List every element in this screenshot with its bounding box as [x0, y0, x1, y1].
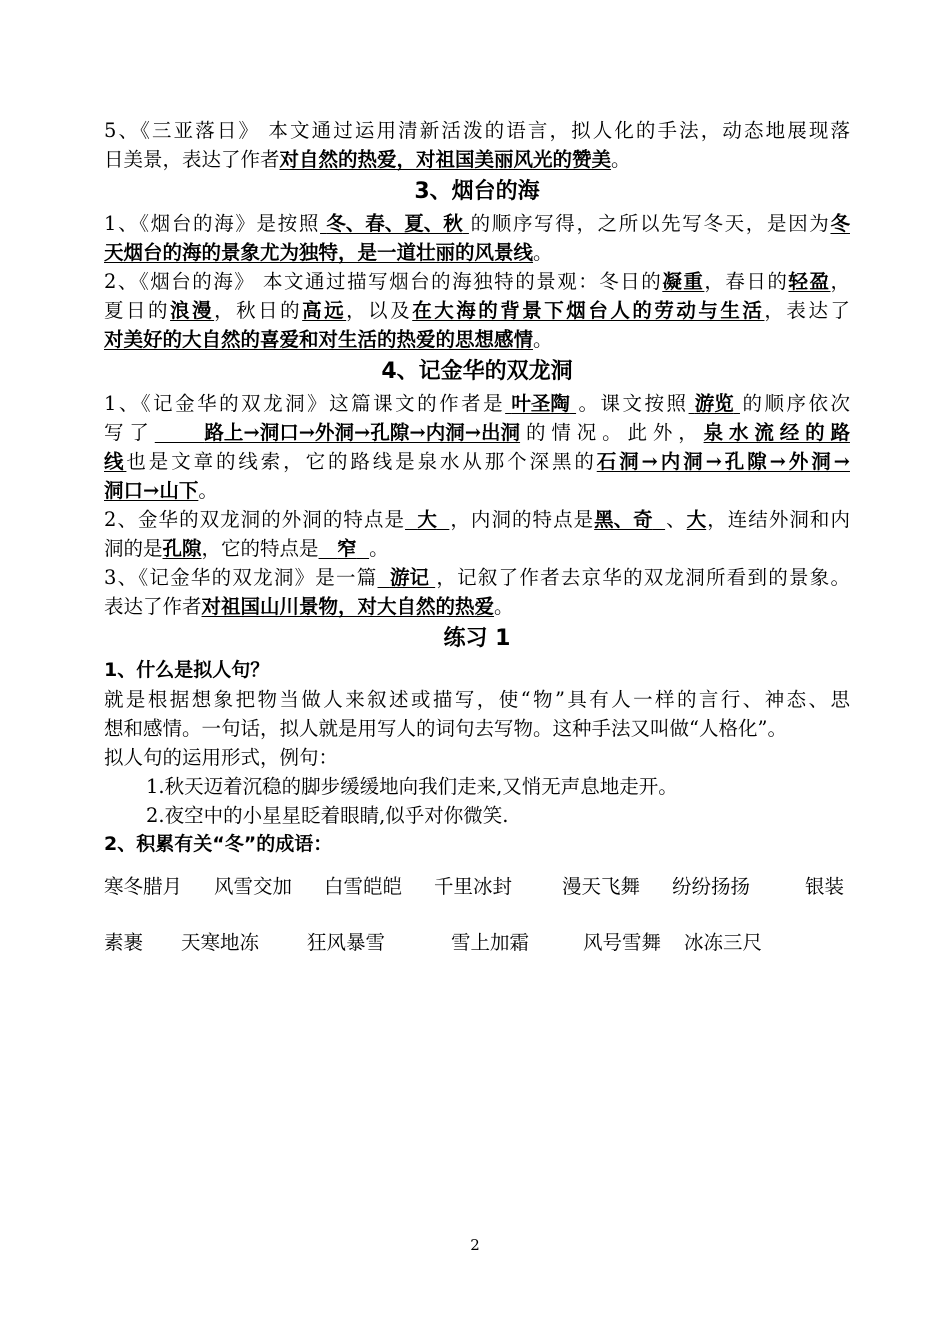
idiom: 风雪交加 — [214, 875, 293, 898]
idioms-row-2 — [104, 915, 850, 971]
idiom: 银装 — [805, 875, 845, 898]
idiom: 狂风暴雪 — [307, 931, 386, 954]
shuanglong-q3-line-2: 表达了作者对祖国山川景物，对大自然的热爱。 — [104, 595, 514, 618]
document-page — [104, 116, 850, 971]
section-title-shuanglong: 4、记金华的双龙洞 — [381, 359, 573, 384]
answer-winter-reason: 天烟台的海的景象尤为独特，是一道壮丽的风景线 — [104, 241, 534, 264]
example-sentence-2: 2.夜空中的小星星眨着眼睛,似乎对你微笑. — [146, 804, 509, 827]
idioms-row-1 — [104, 859, 850, 915]
idiom: 千里冰封 — [434, 875, 513, 898]
answer-genre: 游记 — [389, 566, 429, 589]
answer-season-order: 冬、春、夏、秋 — [326, 212, 463, 235]
shuanglong-q1-line-3: 线也是文章的线索，它的路线是泉水从那个深黑的石洞→内洞→孔隙→外洞→ — [104, 450, 850, 473]
yantai-q1-line-1: 1、《烟台的海》是按照 冬、春、夏、秋 的顺序写得，之所以先写冬天，是因为冬 — [104, 212, 850, 235]
yantai-q2-line-1: 2、《烟台的海》 本文通过描写烟台的海独特的景观：冬日的凝重，春日的轻盈， — [104, 270, 850, 293]
exercise-question-1: 1、什么是拟人句？ — [104, 659, 270, 681]
shuanglong-q1-line-1: 1、《记金华的双龙洞》这篇课文的作者是 叶圣陶 。课文按照 游览 的顺序依次 — [104, 392, 850, 415]
answer-sanya: 对自然的热爱，对祖国美丽风光的赞美 — [279, 148, 612, 171]
sanya-line-1: 5、《三亚落日》 本文通过运用清新活泼的语言，拟人化的手法，动态地展现落 — [104, 119, 850, 142]
idiom: 寒冬腊月 — [104, 875, 183, 898]
page-number: 2 — [470, 1236, 480, 1254]
exercise-question-2: 2、积累有关“冬”的成语： — [104, 833, 333, 855]
answer-author: 叶圣陶 — [511, 392, 570, 415]
section-title-yantai: 3、烟台的海 — [414, 179, 540, 204]
idiom: 冰冻三尺 — [684, 931, 763, 954]
shuanglong-q3-line-1: 3、《记金华的双龙洞》是一篇 游记 ，记叙了作者去京华的双龙洞所看到的景象。 — [104, 566, 850, 589]
shuanglong-q1-line-2: 写了 路上→洞口→外洞→孔隙→内洞→出洞的情况。此外，泉水流经的路 — [104, 421, 850, 444]
idiom: 白雪皑皑 — [324, 875, 403, 898]
yantai-q1-line-2: 天烟台的海的景象尤为独特，是一道壮丽的风景线。 — [104, 241, 553, 264]
answer-route: 路上→洞口→外洞→孔隙→内洞→出洞 — [204, 421, 521, 444]
idiom: 天寒地冻 — [181, 931, 260, 954]
idiom: 素裹 — [104, 931, 144, 954]
example-sentence-1: 1.秋天迈着沉稳的脚步缓缓地向我们走来,又悄无声息地走开。 — [146, 775, 678, 798]
section-title-exercise: 练习 1 — [443, 626, 511, 651]
exercise-definition-line-2: 想和感情。一句话，拟人就是用写人的词句去写物。这种手法又叫做“人格化”。 — [104, 717, 787, 740]
yantai-q2-line-3: 对美好的大自然的喜爱和对生活的热爱的思想感情。 — [104, 328, 553, 351]
answer-winter-reason-start: 冬 — [830, 212, 850, 235]
answer-order: 游览 — [694, 392, 734, 415]
idiom: 纷纷扬扬 — [672, 875, 751, 898]
exercise-definition-line-1: 就是根据想象把物当做人来叙述或描写，使“物”具有人一样的言行、神态、思 — [104, 688, 850, 711]
sanya-line-2: 日美景，表达了作者对自然的热爱，对祖国美丽风光的赞美。 — [104, 148, 631, 171]
idiom: 雪上加霜 — [451, 931, 530, 954]
idiom: 风号雪舞 — [583, 931, 662, 954]
shuanglong-q2-line-1: 2、金华的双龙洞的外洞的特点是 大 ，内洞的特点是黑、奇 、大，连结外洞和内 — [104, 508, 850, 531]
idiom: 漫天飞舞 — [562, 875, 641, 898]
exercise-definition-line-3: 拟人句的运用形式，例句： — [104, 746, 339, 769]
yantai-q2-line-2: 夏日的浪漫，秋日的高远，以及在大海的背景下烟台人的劳动与生活，表达了 — [104, 299, 850, 322]
shuanglong-q2-line-2: 洞的是孔隙，它的特点是 窄 。 — [104, 537, 389, 560]
shuanglong-q1-line-4: 洞口→山下。 — [104, 479, 218, 502]
